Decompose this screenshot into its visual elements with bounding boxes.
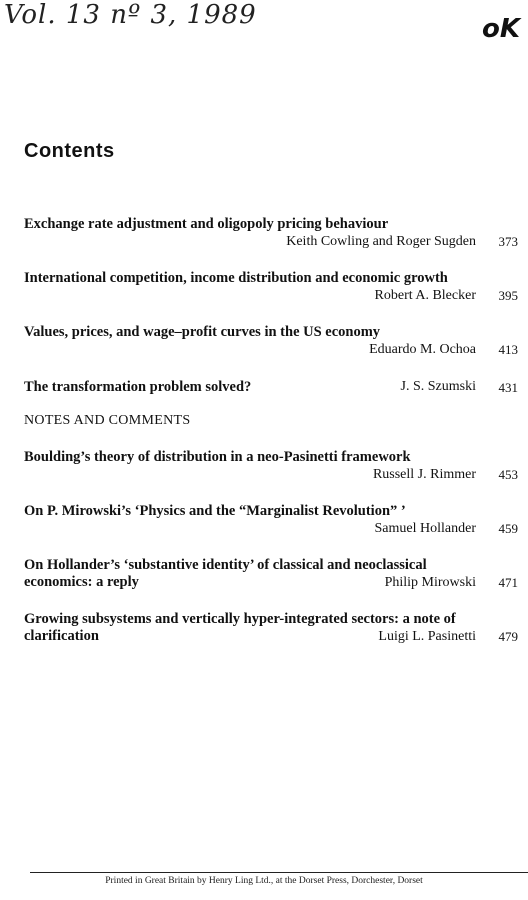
toc-entry: [24, 216, 518, 250]
handwritten-volume-note: Vol. 13 nº 3, 1989: [4, 0, 257, 30]
entry-title-line2: economics: a reply: [24, 574, 139, 590]
entry-page-number: 453: [498, 467, 518, 482]
entry-page-number: 395: [498, 288, 518, 303]
entry-title: Exchange rate adjustment and oligopoly pricing behaviour: [24, 216, 389, 232]
toc-entry: [24, 611, 518, 645]
entry-title-continuation: [24, 574, 518, 591]
entry-author: Keith Cowling and Roger Sugden: [286, 234, 476, 249]
toc-entry: [24, 270, 518, 304]
toc-entry: [24, 324, 518, 358]
toc-entry: [24, 449, 518, 483]
entry-author: Russell J. Rimmer: [372, 467, 476, 482]
entry-title: Growing subsystems and vertically hyper-integrated sectors: a note of: [24, 611, 456, 627]
notes-and-comments-heading: NOTES AND COMMENTS: [24, 413, 191, 428]
entry-page-number: 471: [498, 575, 518, 590]
entry-page-number: 431: [498, 380, 518, 395]
entry-title: The transformation problem solved?: [24, 379, 252, 395]
entry-author: J. S. Szumski: [400, 379, 476, 394]
entry-author: Eduardo M. Ochoa: [369, 342, 476, 357]
printer-footer: Printed in Great Britain by Henry Ling Ltd., at the Dorset Press, Dorchester, Dorset: [105, 876, 423, 886]
handwritten-ok-mark: oK: [481, 14, 520, 44]
footer-rule: [30, 872, 528, 873]
entry-title: Values, prices, and wage–profit curves in the US economy: [24, 324, 381, 340]
entry-title: International competition, income distribution and economic growth: [24, 270, 448, 286]
contents-heading: Contents: [24, 140, 115, 162]
entry-page-number: 413: [498, 342, 518, 357]
entry-page-number: 459: [498, 521, 518, 536]
entry-title-continuation: [24, 628, 518, 645]
entry-title: On Hollander’s ‘substantive identity’ of classical and neoclassical: [24, 557, 427, 573]
toc-entry: [24, 378, 518, 396]
entry-author: Philip Mirowski: [384, 575, 476, 590]
entry-author: Robert A. Blecker: [374, 288, 476, 303]
toc-entry: [24, 557, 518, 591]
entry-title: On P. Mirowski’s ‘Physics and the “Marginalist Revolution” ’: [24, 503, 406, 519]
entry-title-line2: clarification: [24, 628, 99, 644]
entry-author: Luigi L. Pasinetti: [378, 629, 476, 644]
table-of-contents: [24, 216, 518, 665]
toc-entry: [24, 503, 518, 537]
entry-author: Samuel Hollander: [374, 521, 476, 536]
entry-page-number: 479: [498, 629, 518, 644]
entry-page-number: 373: [498, 234, 518, 249]
entry-title: Boulding’s theory of distribution in a neo-Pasinetti framework: [24, 449, 411, 465]
